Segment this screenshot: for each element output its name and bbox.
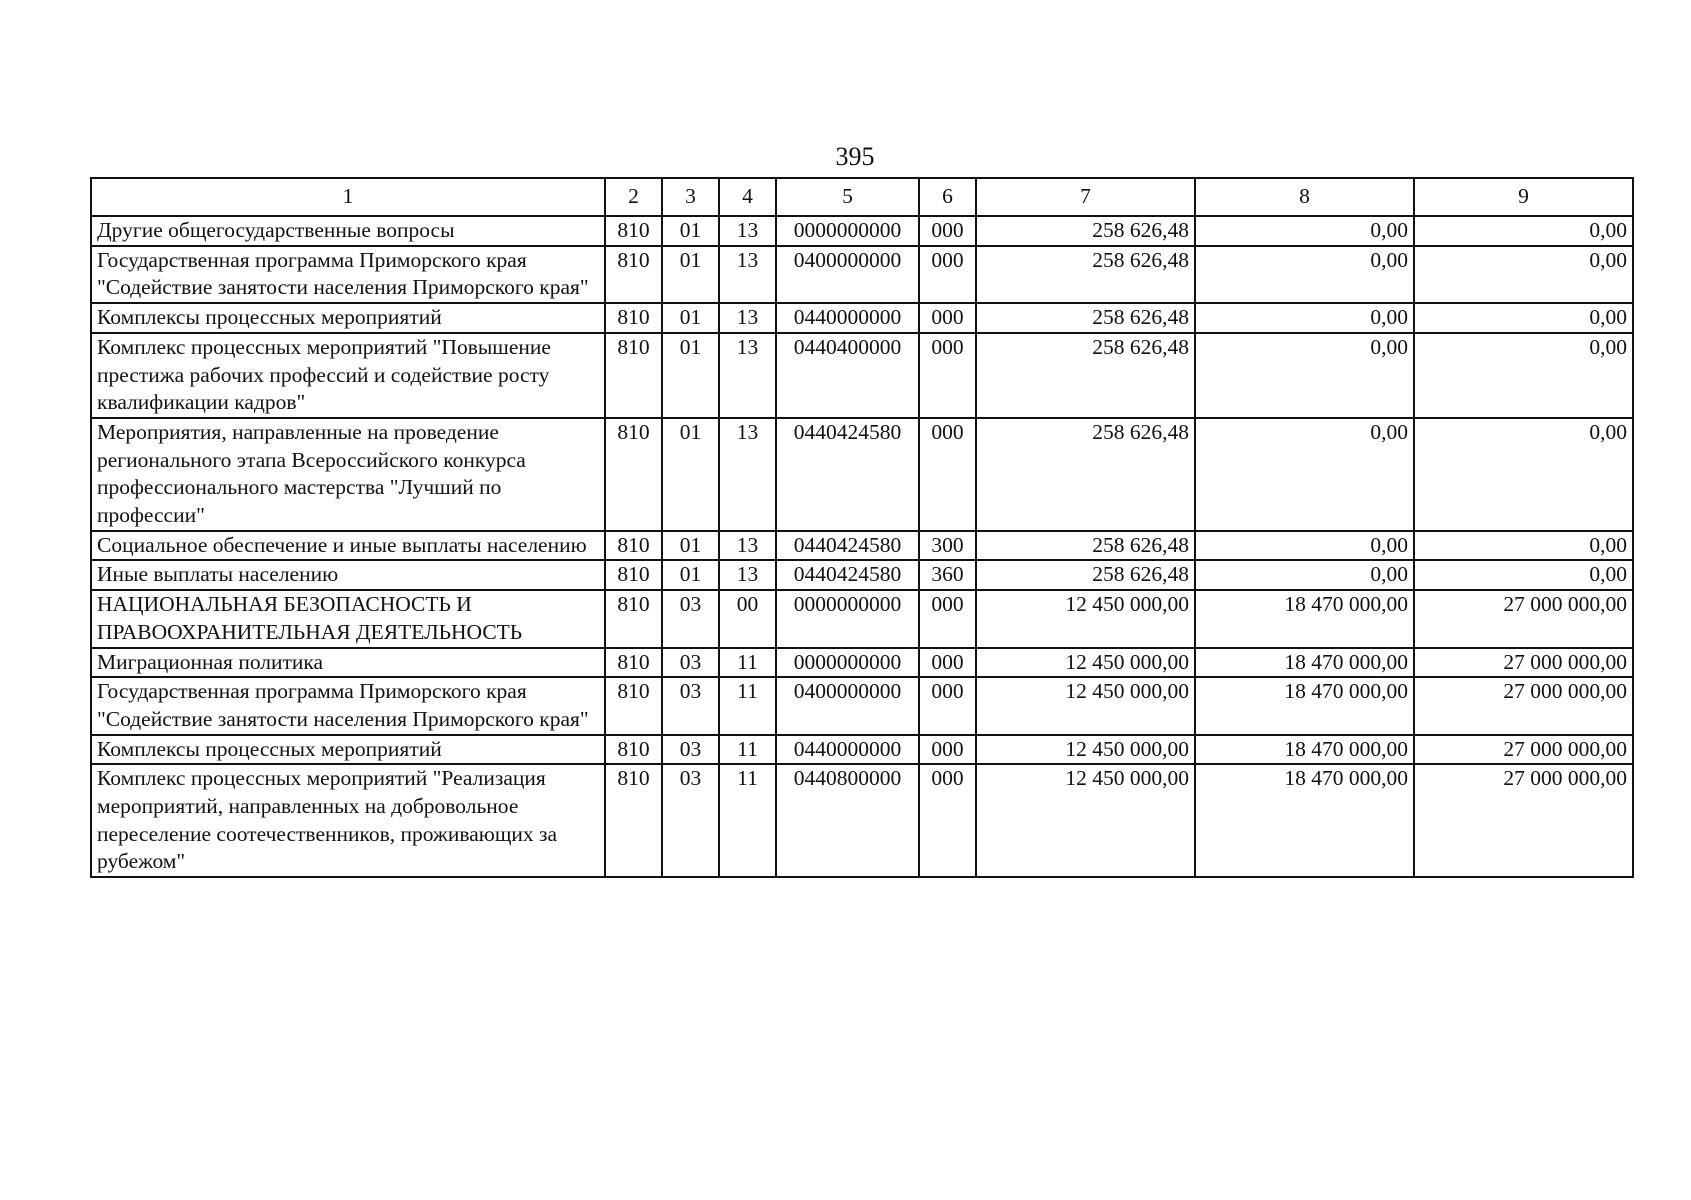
row-code-3: 01 [662,333,719,418]
row-code-3: 03 [662,677,719,734]
row-amount-9: 0,00 [1414,216,1633,246]
header-row [91,178,1633,216]
row-code-4: 00 [719,590,776,647]
row-code-3: 03 [662,735,719,765]
row-code-5: 0440424580 [776,418,919,531]
header-cell-6: 6 [919,178,976,216]
header-cell-3: 3 [662,178,719,216]
row-code-2: 810 [605,590,662,647]
row-code-4: 13 [719,531,776,561]
row-code-3: 03 [662,648,719,678]
row-code-3: 01 [662,216,719,246]
row-code-2: 810 [605,246,662,303]
header-cell-8: 8 [1195,178,1414,216]
row-code-2: 810 [605,333,662,418]
row-code-5: 0000000000 [776,216,919,246]
row-amount-8: 0,00 [1195,303,1414,333]
table-row [91,303,1633,333]
table-row [91,590,1633,647]
row-amount-8: 0,00 [1195,418,1414,531]
row-name: Другие общегосударственные вопросы [91,216,605,246]
header-cell-9: 9 [1414,178,1633,216]
row-name: НАЦИОНАЛЬНАЯ БЕЗОПАСНОСТЬ И ПРАВООХРАНИТЕЛЬНАЯ ДЕЯТЕЛЬНОСТЬ [91,590,605,647]
row-amount-9: 27 000 000,00 [1414,735,1633,765]
row-amount-8: 18 470 000,00 [1195,590,1414,647]
row-code-4: 13 [719,560,776,590]
row-amount-9: 27 000 000,00 [1414,590,1633,647]
row-amount-9: 0,00 [1414,303,1633,333]
row-code-6: 000 [919,648,976,678]
table-row [91,764,1633,877]
row-code-6: 000 [919,764,976,877]
row-code-6: 000 [919,677,976,734]
row-amount-9: 0,00 [1414,418,1633,531]
row-amount-8: 0,00 [1195,216,1414,246]
table-row [91,418,1633,531]
row-code-6: 000 [919,735,976,765]
row-code-2: 810 [605,418,662,531]
row-code-6: 000 [919,303,976,333]
row-amount-9: 27 000 000,00 [1414,648,1633,678]
row-code-4: 13 [719,418,776,531]
row-code-6: 000 [919,590,976,647]
row-name: Комплексы процессных мероприятий [91,735,605,765]
table-row [91,560,1633,590]
row-code-4: 13 [719,216,776,246]
header-cell-7: 7 [976,178,1195,216]
row-code-2: 810 [605,560,662,590]
row-name: Миграционная политика [91,648,605,678]
row-code-3: 03 [662,590,719,647]
row-code-5: 0000000000 [776,590,919,647]
budget-table [90,177,1634,878]
header-cell-4: 4 [719,178,776,216]
table-row [91,246,1633,303]
row-amount-7: 12 450 000,00 [976,648,1195,678]
row-amount-7: 258 626,48 [976,333,1195,418]
row-code-6: 000 [919,246,976,303]
row-code-2: 810 [605,677,662,734]
row-code-6: 300 [919,531,976,561]
row-name: Комплексы процессных мероприятий [91,303,605,333]
row-code-4: 13 [719,333,776,418]
row-code-5: 0440000000 [776,303,919,333]
row-code-2: 810 [605,735,662,765]
row-amount-7: 12 450 000,00 [976,764,1195,877]
row-amount-9: 0,00 [1414,246,1633,303]
row-amount-8: 18 470 000,00 [1195,764,1414,877]
row-code-4: 11 [719,764,776,877]
row-name: Иные выплаты населению [91,560,605,590]
row-code-4: 13 [719,246,776,303]
row-code-3: 03 [662,764,719,877]
row-amount-8: 18 470 000,00 [1195,648,1414,678]
row-amount-9: 0,00 [1414,333,1633,418]
row-code-6: 000 [919,418,976,531]
table-row [91,216,1633,246]
row-code-5: 0440424580 [776,531,919,561]
row-code-3: 01 [662,560,719,590]
row-amount-7: 12 450 000,00 [976,677,1195,734]
row-code-4: 11 [719,677,776,734]
row-code-4: 11 [719,735,776,765]
row-amount-7: 258 626,48 [976,303,1195,333]
row-name: Мероприятия, направленные на проведение регионального этапа Всероссийского конкурса профессионального мастерства "Лучший по профессии" [91,418,605,531]
table-row [91,735,1633,765]
row-amount-7: 258 626,48 [976,560,1195,590]
row-amount-8: 0,00 [1195,333,1414,418]
row-amount-8: 0,00 [1195,531,1414,561]
row-code-5: 0400000000 [776,677,919,734]
row-code-3: 01 [662,531,719,561]
table-row [91,648,1633,678]
page-number: 395 [835,142,875,171]
row-name: Комплекс процессных мероприятий "Реализация мероприятий, направленных на добровольное переселение соотечественников, проживающих за рубежом" [91,764,605,877]
row-amount-9: 0,00 [1414,531,1633,561]
row-amount-8: 0,00 [1195,246,1414,303]
table-row [91,333,1633,418]
row-code-2: 810 [605,216,662,246]
row-amount-7: 12 450 000,00 [976,735,1195,765]
row-code-4: 13 [719,303,776,333]
header-cell-1: 1 [91,178,605,216]
row-name: Социальное обеспечение и иные выплаты населению [91,531,605,561]
row-code-2: 810 [605,764,662,877]
row-code-3: 01 [662,246,719,303]
row-amount-9: 0,00 [1414,560,1633,590]
row-name: Комплекс процессных мероприятий "Повышение престижа рабочих профессий и содействие росту квалификации кадров" [91,333,605,418]
row-name: Государственная программа Приморского края "Содействие занятости населения Приморского края" [91,246,605,303]
row-amount-8: 0,00 [1195,560,1414,590]
row-code-2: 810 [605,531,662,561]
header-cell-2: 2 [605,178,662,216]
row-name: Государственная программа Приморского края "Содействие занятости населения Приморского края" [91,677,605,734]
row-code-5: 0440400000 [776,333,919,418]
row-code-3: 01 [662,418,719,531]
row-amount-8: 18 470 000,00 [1195,735,1414,765]
header-cell-5: 5 [776,178,919,216]
row-code-2: 810 [605,648,662,678]
row-code-6: 000 [919,216,976,246]
row-amount-7: 12 450 000,00 [976,590,1195,647]
row-code-5: 0000000000 [776,648,919,678]
row-code-3: 01 [662,303,719,333]
row-amount-7: 258 626,48 [976,216,1195,246]
row-code-5: 0400000000 [776,246,919,303]
row-amount-7: 258 626,48 [976,531,1195,561]
row-code-6: 000 [919,333,976,418]
row-code-5: 0440800000 [776,764,919,877]
row-code-6: 360 [919,560,976,590]
row-code-4: 11 [719,648,776,678]
row-code-5: 0440424580 [776,560,919,590]
row-code-2: 810 [605,303,662,333]
row-amount-9: 27 000 000,00 [1414,764,1633,877]
row-amount-8: 18 470 000,00 [1195,677,1414,734]
row-amount-7: 258 626,48 [976,246,1195,303]
row-amount-9: 27 000 000,00 [1414,677,1633,734]
table-row [91,677,1633,734]
row-amount-7: 258 626,48 [976,418,1195,531]
table-row [91,531,1633,561]
row-code-5: 0440000000 [776,735,919,765]
